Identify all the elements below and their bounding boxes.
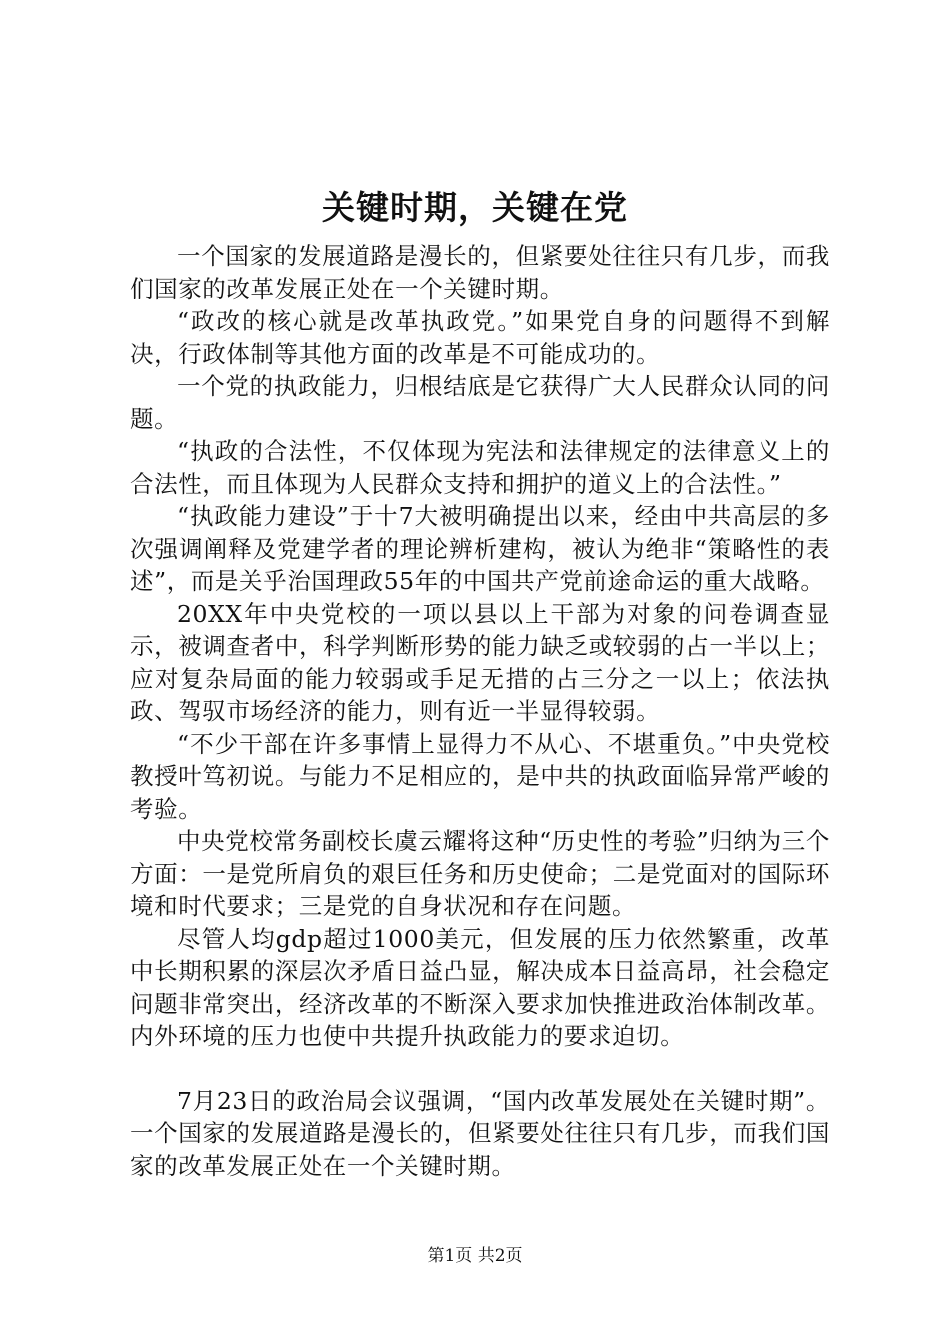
paragraph: “不少干部在许多事情上显得力不从心、不堪重负。”中央党校教授叶笃初说。与能力不足相应的，是中共的执政面临异常严峻的考验。 bbox=[130, 729, 830, 823]
paragraph: 中央党校常务副校长虞云耀将这种“历史性的考验”归纳为三个方面：一是党所肩负的艰巨任务和历史使命；二是党面对的国际环境和时代要求；三是党的自身状况和存在问题。 bbox=[130, 827, 830, 920]
document-title: 关键时期，关键在党 bbox=[322, 188, 628, 227]
paragraph: 7月23日的政治局会议强调，“国内改革发展处在关键时期”。一个国家的发展道路是漫长的，但紧要处往往只有几步，而我们国家的改革发展正处在一个关键时期。 bbox=[130, 1086, 830, 1180]
paragraph: 20XX年中央党校的一项以县以上干部为对象的问卷调查显示，被调查者中，科学判断形势的能力缺乏或较弱的占一半以上；应对复杂局面的能力较弱或手足无措的占三分之一以上；依法执政、驾驭市场经济的能力，则有近一半显得较弱。 bbox=[130, 599, 830, 725]
paragraph: 一个国家的发展道路是漫长的，但紧要处往往只有几步，而我们国家的改革发展正处在一个关键时期。 bbox=[130, 242, 830, 303]
paragraph: “执政的合法性，不仅体现为宪法和法律规定的法律意义上的合法性，而且体现为人民群众支持和拥护的道义上的合法性。” bbox=[130, 437, 830, 498]
paragraph: 一个党的执政能力，归根结底是它获得广大人民群众认同的问题。 bbox=[130, 372, 830, 433]
paragraph: “执政能力建设”于十7大被明确提出以来，经由中共高层的多次强调阐释及党建学者的理论辨析建构，被认为绝非“策略性的表述”，而是关乎治国理政55年的中国共产党前途命运的重大战略。 bbox=[130, 502, 830, 595]
document-body bbox=[130, 240, 830, 1182]
page-number: 第1页 共2页 bbox=[427, 1246, 523, 1266]
paragraph: 尽管人均gdp超过1000美元，但发展的压力依然繁重，改革中长期积累的深层次矛盾日益凸显，解决成本日益高昂，社会稳定问题非常突出，经济改革的不断深入要求加快推进政治体制改革。内外环境的压力也使中共提升执政能力的要求迫切。 bbox=[130, 924, 830, 1050]
paragraph: “政改的核心就是改革执政党。”如果党自身的问题得不到解决，行政体制等其他方面的改革是不可能成功的。 bbox=[130, 307, 830, 368]
